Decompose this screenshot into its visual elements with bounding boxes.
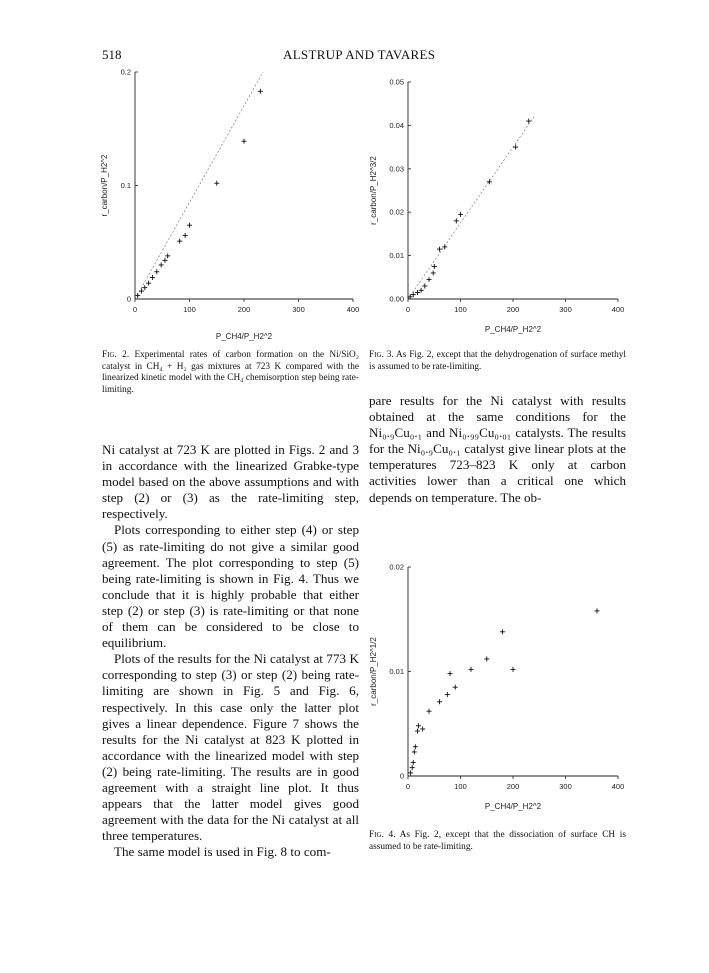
fig3-data-point (454, 218, 459, 223)
fig2-xtick-label: 100 (183, 305, 196, 314)
right-column-text (369, 393, 626, 506)
fig2-fit-line (135, 72, 263, 299)
fig4-data-point (410, 765, 415, 770)
fig3-ytick-label: 0.03 (389, 164, 404, 174)
fig3-xtick-label: 0 (405, 305, 411, 314)
fig4-data-point (415, 729, 420, 734)
fig3-ytick-label: 0.01 (389, 251, 404, 261)
fig3-data-point (458, 212, 463, 217)
fig3-data-point (431, 270, 436, 275)
fig2-data-point (258, 89, 263, 94)
fig2-data-point (154, 269, 159, 274)
figure-2-caption (102, 350, 359, 396)
fig2-data-point (142, 285, 147, 290)
figure-2-caption-label: Fig. 2. (102, 350, 130, 360)
fig4-data-point (445, 692, 450, 697)
figure-3-caption (369, 350, 626, 373)
fig3-ytick-label: 0.04 (389, 120, 404, 130)
right-paragraph-1: pare results for the Ni catalyst with results obtained at the same conditions for the Ni₀.₉Cu₀.₁ and Ni₀.₉₉Cu₀.₀₁ catalysts. The results for the Ni₀.₉Cu₀.₁ catalyst give linear plots at the temperatures 723–823 K only at carbon activities lower than a critical one which depends on temperature. The ob- (369, 393, 626, 505)
fig2-ticks (121, 68, 360, 315)
fig2-data-point (150, 275, 155, 280)
left-paragraph-4: The same model is used in Fig. 8 to com- (114, 844, 331, 860)
figure-3-plot (362, 62, 632, 352)
fig4-xtick-label: 200 (506, 782, 520, 791)
fig4-ytick-label: 0.02 (389, 562, 404, 572)
fig2-ytick-label: 0 (126, 294, 131, 304)
figure-4-caption-text: As Fig. 2, except that the dissociation of surface CH is assumed to be rate-limiting. (369, 830, 626, 852)
fig3-ticks (389, 78, 624, 315)
fig2-xtick-label: 0 (132, 305, 138, 314)
figure-3-caption-text: As Fig. 2, except that the dehydrogenation of surface methyl is assumed to be rate-limiting. (369, 350, 627, 372)
fig4-ylabel: r_carbon/P_H2^1/2 (369, 637, 378, 706)
figure-3-caption-label: Fig. 3. (369, 350, 394, 360)
figure-2-caption-text: Experimental rates of carbon formation on the Ni/SiO₂ catalyst in CH₄ + H₂ gas mixtures at 723 K compared with the linearized kinetic model with the CH₄ chemisorption step being rate-limiting. (102, 350, 359, 395)
figure-2-plot (95, 62, 365, 352)
fig3-ytick-label: 0.05 (389, 77, 404, 87)
fig3-fit-line (408, 117, 534, 299)
fig4-xtick-label: 400 (611, 782, 625, 791)
fig2-data-point (214, 181, 219, 186)
fig4-ytick-label: 0.01 (389, 667, 404, 676)
fig3-data-point (526, 119, 531, 124)
fig2-data-point (183, 233, 188, 238)
fig4-data-point (411, 760, 416, 765)
left-column-text (102, 442, 359, 860)
left-paragraph-1: Ni catalyst at 723 K are plotted in Figs. 2 and 3 in accordance with the linearized Grabke-type model based on the above assumptions and with step (2) or (3) as the rate-limiting step, respectively. (102, 442, 359, 522)
fig2-data-point (146, 281, 151, 286)
fig3-data-point (422, 283, 427, 288)
fig2-data-point (139, 289, 144, 294)
fig2-data-point (162, 258, 167, 263)
fig2-xtick-label: 400 (346, 305, 360, 314)
left-paragraph-3: Plots of the results for the Ni catalyst at 773 K corresponding to step (3) or step (2) being rate-limiting are shown in Fig. 5 and Fig. 6, respectively. In this case only the latter plot gives a linear dependence. Figure 7 shows the results for the Ni catalyst at 823 K plotted in accordance with the linearized model with step (2) being rate-limiting. The results are in good agreement with a straight line plot. It thus appears that the latter model gives good agreement with the data for the Ni catalyst at all three temperatures. (102, 651, 359, 844)
fig4-xtick-label: 100 (454, 782, 467, 791)
fig4-data-point (448, 671, 453, 676)
fig4-data-point (453, 685, 458, 690)
fig4-data-point (427, 709, 432, 714)
fig3-xtick-label: 200 (506, 305, 520, 314)
fig4-data-point (437, 699, 442, 704)
figure-4-plot (362, 555, 632, 825)
figure-4-caption-label: Fig. 4. (369, 830, 396, 840)
fig3-points (408, 119, 532, 300)
fig2-data-point (165, 253, 170, 258)
fig2-points (135, 89, 263, 298)
fig2-fitline (135, 72, 263, 299)
fig3-xtick-label: 300 (559, 305, 572, 314)
fig4-ytick-label: 0 (399, 771, 404, 781)
fig4-xtick-label: 300 (559, 782, 572, 791)
fig4-xtick-label: 0 (405, 782, 411, 791)
fig3-xtick-label: 100 (454, 305, 467, 314)
fig4-points (408, 608, 599, 775)
figure-4-caption (369, 830, 626, 853)
fig3-xtick-label: 400 (611, 305, 625, 314)
page-number: 518 (102, 47, 122, 62)
fig4-data-point (412, 749, 417, 754)
fig3-data-point (432, 264, 437, 269)
fig2-data-point (187, 223, 192, 228)
fig4-data-point (469, 667, 474, 672)
fig2-data-point (242, 139, 247, 144)
fig4-ticks (389, 563, 624, 792)
fig3-axes (408, 82, 618, 299)
fig4-data-point (484, 656, 489, 661)
fig3-fitline (408, 117, 534, 299)
fig4-data-point (595, 608, 600, 613)
fig2-xtick-label: 300 (292, 305, 305, 314)
fig4-data-point (408, 770, 413, 775)
fig4-data-point (420, 726, 425, 731)
fig4-data-point (413, 744, 418, 749)
fig2-ytick-label: 0.2 (120, 67, 131, 77)
fig3-xlabel: P_CH4/P_H2^2 (484, 325, 542, 334)
fig2-xtick-label: 200 (237, 305, 251, 314)
fig3-data-point (513, 145, 518, 150)
fig4-xlabel: P_CH4/P_H2^2 (484, 802, 542, 811)
fig2-ylabel: r_carbon/P_H2^2 (100, 154, 109, 217)
running-title: ALSTRUP AND TAVARES (283, 47, 436, 62)
fig3-data-point (427, 277, 432, 282)
fig2-ytick-label: 0.1 (120, 181, 131, 190)
fig4-data-point (500, 629, 505, 634)
fig4-data-point (511, 667, 516, 672)
left-paragraph-2: Plots corresponding to either step (4) or step (5) as rate-limiting do not give a similar good agreement. The plot corresponding to step (5) being rate-limiting is shown in Fig. 4. Thus we conclude that it is highly probable that either step (2) or step (3) is rate-limiting or that none of them can be considered to be close to equilibrium. (102, 522, 359, 651)
fig2-data-point (177, 239, 182, 244)
fig3-ytick-label: 0.02 (389, 207, 404, 217)
fig2-data-point (159, 262, 164, 267)
fig3-data-point (437, 247, 442, 252)
fig3-ytick-label: 0.00 (389, 294, 404, 304)
fig3-ylabel: r_carbon/P_H2^3/2 (369, 156, 378, 225)
fig2-xlabel: P_CH4/P_H2^2 (215, 332, 273, 341)
fig4-data-point (416, 723, 421, 728)
